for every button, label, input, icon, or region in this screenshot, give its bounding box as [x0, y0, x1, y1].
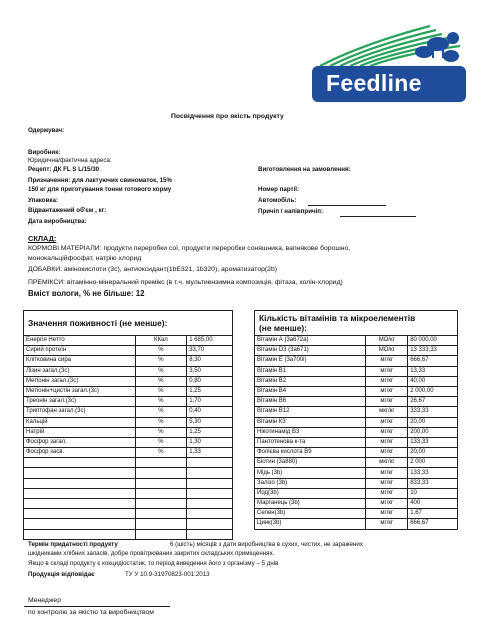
vitamin-name: Цинк(3b) [255, 519, 366, 529]
nutrition-value: 8,30 [187, 356, 233, 366]
nutrition-unit: % [135, 356, 187, 366]
nutrition-value: 5,30 [187, 417, 233, 427]
vitamin-row [255, 468, 458, 478]
nutrition-name: Триптофан загал.(3с) [24, 407, 136, 417]
nutrition-unit: % [135, 397, 187, 407]
nutrition-row [24, 478, 233, 488]
nutrition-unit: % [135, 407, 187, 417]
nutrition-row [24, 366, 233, 376]
vitamin-value: 2 000,00 [408, 386, 458, 396]
vitamin-row [255, 417, 458, 427]
vitamin-unit: мг/кг [366, 427, 408, 437]
nutrition-row [24, 346, 233, 356]
nutrition-name: Енергія Нетто [24, 336, 136, 346]
shipped-label: Відвантажений об'єм , кг: [28, 207, 107, 214]
nutrition-name [24, 458, 136, 468]
vitamin-name: Біотин (3a880) [255, 458, 366, 468]
conforms-value: ТУ У 10.9-31970823-001:2013 [125, 571, 210, 578]
producer-label: Виробник: [28, 149, 61, 156]
trailer-label: Причіп / напівпричіп: [258, 208, 324, 215]
vitamin-unit: мг/кг [366, 478, 408, 488]
vitamin-unit: мг/кг [366, 417, 408, 427]
nutrition-unit: % [135, 366, 187, 376]
nutrition-row [24, 417, 233, 427]
nutrition-unit [135, 509, 187, 519]
nutrition-name: Треонін загал.(3с) [24, 397, 136, 407]
document-title: Посвідчення про якість продукту [171, 113, 284, 120]
nutrition-unit [135, 488, 187, 498]
nutrition-unit: % [135, 417, 187, 427]
nutrition-name [24, 478, 136, 488]
nutrition-name [24, 519, 136, 529]
nutrition-name [24, 529, 136, 539]
vitamin-unit: мг/кг [366, 386, 408, 396]
nutrition-row [24, 386, 233, 396]
nutrition-table [23, 335, 233, 540]
nutrition-unit: % [135, 437, 187, 447]
vitamin-value: 10 [408, 488, 458, 498]
feed-materials: КОРМОВІ МАТЕРІАЛИ: продукти переробки сої, продукти переробки соняшника, вапнякове борошно, [28, 245, 351, 252]
nutrition-row [24, 529, 233, 539]
nutrition-value: 1,70 [187, 397, 233, 407]
nutrition-name: Натрій [24, 427, 136, 437]
signature-line [24, 606, 170, 607]
nutrition-value: 0,40 [187, 407, 233, 417]
vitamin-name: Йод(3b) [255, 488, 366, 498]
vitamin-unit: мг/кг [366, 519, 408, 529]
vitamin-name: Вітамін В2 [255, 376, 366, 386]
vitamin-unit: мг/кг [366, 488, 408, 498]
receiver-label: Одержувач: [28, 127, 65, 134]
nutrition-value: 1,25 [187, 427, 233, 437]
production-date-label: Дата виробництва: [28, 218, 87, 225]
vitamin-value: 833,33 [408, 478, 458, 488]
vitamin-row [255, 386, 458, 396]
nutrition-title: Значення поживності (не менше): [23, 310, 233, 335]
manager-label: Менеджер [28, 597, 61, 604]
shelf-life-label: Термін придатності продукту [28, 541, 118, 548]
vitamin-value: 13 333,33 [408, 346, 458, 356]
vitamin-name: Пантотенова к-та [255, 437, 366, 447]
vitamin-value: 20,00 [408, 417, 458, 427]
vitamins-title-line2: (не менше): [259, 323, 307, 333]
batch-label: Номер партії: [258, 186, 300, 193]
nutrition-name: Метіонін загал.(3с) [24, 376, 136, 386]
vitamin-name: Вітамін В1 [255, 366, 366, 376]
nutrition-name [24, 509, 136, 519]
shelf-life-text2: шкідниками хлібних запасів, добре провітрюваних закритих складських приміщеннях. [28, 550, 275, 557]
vitamin-value: 26,67 [408, 397, 458, 407]
conforms-label: Продукція відповідає [28, 571, 95, 578]
vitamin-value: 666,67 [408, 356, 458, 366]
nutrition-value: 1,33 [187, 448, 233, 458]
vitamin-value: 200,00 [408, 427, 458, 437]
vitamin-name: Марганець (3b) [255, 499, 366, 509]
nutrition-value: 0,80 [187, 376, 233, 386]
vitamin-name: Нікотинамід В3 [255, 427, 366, 437]
nutrition-row [24, 407, 233, 417]
nutrition-name: Лізин загал.(3с) [24, 366, 136, 376]
vitamin-row [255, 437, 458, 447]
nutrition-row [24, 458, 233, 468]
nutrition-row [24, 427, 233, 437]
nutrition-unit: % [135, 346, 187, 356]
nutrition-value: 33,70 [187, 346, 233, 356]
nutrition-value: 3,50 [187, 366, 233, 376]
vitamin-unit: мг/кг [366, 468, 408, 478]
vitamin-value: 333,33 [408, 407, 458, 417]
vitamin-name: Вітамін В4 [255, 386, 366, 396]
trailer-underline [340, 216, 416, 217]
moisture: Вміст вологи, % не більше: 12 [28, 289, 145, 298]
vitamin-value: 80 000,00 [408, 336, 458, 346]
nutrition-value [187, 458, 233, 468]
recipe-label: Рецепт: ДК FL S L/15/30 [28, 166, 100, 173]
vitamin-row [255, 488, 458, 498]
car-underline [308, 205, 386, 206]
vitamin-unit: МО/кг [366, 336, 408, 346]
vitamin-unit: мкг/кг [366, 407, 408, 417]
nutrition-name [24, 499, 136, 509]
vitamin-row [255, 478, 458, 488]
nutrition-row [24, 397, 233, 407]
premixes: ПРЕМІКСИ: вітамінно-мінеральний премікс (в т.ч. мультиензимна композиція, фітаза, холін-хлорид) [28, 279, 343, 286]
vitamin-row [255, 346, 458, 356]
vitamin-value: 133,33 [408, 468, 458, 478]
nutrition-name: Кальцій [24, 417, 136, 427]
vitamin-name: Вітамін Е (3a700i) [255, 356, 366, 366]
car-label: Автомобіль: [258, 197, 297, 204]
vitamins-title-line1: Кількість вітамінів та мікроелементів [259, 313, 416, 323]
nutrition-name: Клітковина сира [24, 356, 136, 366]
nutrition-value [187, 529, 233, 539]
brand-name: Feedline [326, 70, 422, 96]
nutrition-row [24, 468, 233, 478]
vitamin-name: Мідь (3b) [255, 468, 366, 478]
vitamin-row [255, 509, 458, 519]
nutrition-row [24, 488, 233, 498]
nutrition-unit: % [135, 448, 187, 458]
vitamin-name: Селен(3b) [255, 509, 366, 519]
vitamin-row [255, 336, 458, 346]
order-label: Виготовлення на замовлення: [258, 166, 351, 173]
vitamin-value: 133,33 [408, 437, 458, 447]
nutrition-name: Фосфор загал. [24, 437, 136, 447]
nutrition-unit [135, 478, 187, 488]
nutrition-row [24, 437, 233, 447]
vitamin-row [255, 448, 458, 458]
vitamin-row [255, 407, 458, 417]
additives: ДОБАВКИ: амінокислоти (3c), антиоксидант(1bE321, 1b320), ароматизатор(2b) [28, 266, 277, 273]
vitamin-unit: мкг/кг [366, 458, 408, 468]
vitamin-row [255, 376, 458, 386]
nutrition-name [24, 468, 136, 478]
nutrition-value [187, 488, 233, 498]
vitamin-row [255, 499, 458, 509]
vitamin-name: Вітамін D3 (3a671) [255, 346, 366, 356]
vitamin-row [255, 356, 458, 366]
nutrition-value [187, 519, 233, 529]
vitamin-row [255, 427, 458, 437]
vitamin-value: 40,00 [408, 376, 458, 386]
nutrition-value [187, 499, 233, 509]
vitamin-value: 20,00 [408, 448, 458, 458]
nutrition-name: Фосфор засв. [24, 448, 136, 458]
vitamin-row [255, 519, 458, 529]
vitamin-unit: мг/кг [366, 509, 408, 519]
vitamin-value: 400 [408, 499, 458, 509]
vitamin-unit: мг/кг [366, 356, 408, 366]
vitamin-unit: мг/кг [366, 397, 408, 407]
vitamin-name: Фолієва кислота В9 [255, 448, 366, 458]
vitamin-name: Вітамін К3 [255, 417, 366, 427]
nutrition-value: 1,25 [187, 386, 233, 396]
vitamin-value: 666,67 [408, 519, 458, 529]
vitamin-unit: мг/кг [366, 376, 408, 386]
nutrition-unit: % [135, 386, 187, 396]
vitamin-value: 13,33 [408, 366, 458, 376]
nutrition-name [24, 488, 136, 498]
vitamin-name: Вітамін А (3a672a) [255, 336, 366, 346]
nutrition-name: Сирий протеїн [24, 346, 136, 356]
nutrition-row [24, 448, 233, 458]
vitamins-table [254, 335, 458, 530]
feedline-logo [312, 22, 466, 102]
address-label: Юридична/фактична адреса: [28, 157, 112, 164]
vitamin-value: 1,67 [408, 509, 458, 519]
composition-title: СКЛАД: [28, 234, 57, 243]
purpose-line2: 150 кг для приготування тонни готового корму [28, 186, 172, 193]
coccidiostat-note: Якщо в складі продукту є кокцидіостатик, то період виведення його з організму – 5 днів [28, 560, 279, 567]
nutrition-unit: ККал [135, 336, 187, 346]
nutrition-row [24, 519, 233, 529]
nutrition-row [24, 376, 233, 386]
vitamin-name: Вітамін В12 [255, 407, 366, 417]
nutrition-row [24, 356, 233, 366]
quality-control-label: по контролю за якістю та виробництвом [28, 609, 154, 616]
shelf-life-text: 6 (шість) місяців з дати виробництва в сухих, чистих, не заражених [170, 541, 363, 548]
vitamin-name: Вітамін В6 [255, 397, 366, 407]
vitamin-row [255, 397, 458, 407]
nutrition-unit [135, 529, 187, 539]
vitamin-unit: мг/кг [366, 448, 408, 458]
nutrition-value [187, 468, 233, 478]
nutrition-unit [135, 519, 187, 529]
feed-materials-line2: монокальційфосфат, натрію хлорид [28, 255, 142, 262]
vitamin-row [255, 458, 458, 468]
vitamin-name: Залізо (3b) [255, 478, 366, 488]
nutrition-row [24, 509, 233, 519]
vitamin-value: 2 000 [408, 458, 458, 468]
purpose-label: Призначення: для лактуючих свиноматок, 15% [28, 177, 172, 184]
nutrition-name: Метіонін+цистін загал.(3с) [24, 386, 136, 396]
nutrition-unit [135, 499, 187, 509]
nutrition-value: 1,30 [187, 437, 233, 447]
nutrition-value: 1 685,00 [187, 336, 233, 346]
vitamin-unit: мг/кг [366, 437, 408, 447]
nutrition-unit [135, 458, 187, 468]
nutrition-value [187, 509, 233, 519]
nutrition-unit: % [135, 427, 187, 437]
vitamins-title [254, 310, 458, 335]
nutrition-unit: % [135, 376, 187, 386]
vitamin-row [255, 366, 458, 376]
nutrition-unit [135, 468, 187, 478]
vitamin-unit: мг/кг [366, 499, 408, 509]
packing-label: Упаковка: [28, 197, 58, 204]
nutrition-value [187, 478, 233, 488]
nutrition-row [24, 336, 233, 346]
vitamin-unit: МО/кг [366, 346, 408, 356]
vitamin-unit: мг/кг [366, 366, 408, 376]
nutrition-row [24, 499, 233, 509]
